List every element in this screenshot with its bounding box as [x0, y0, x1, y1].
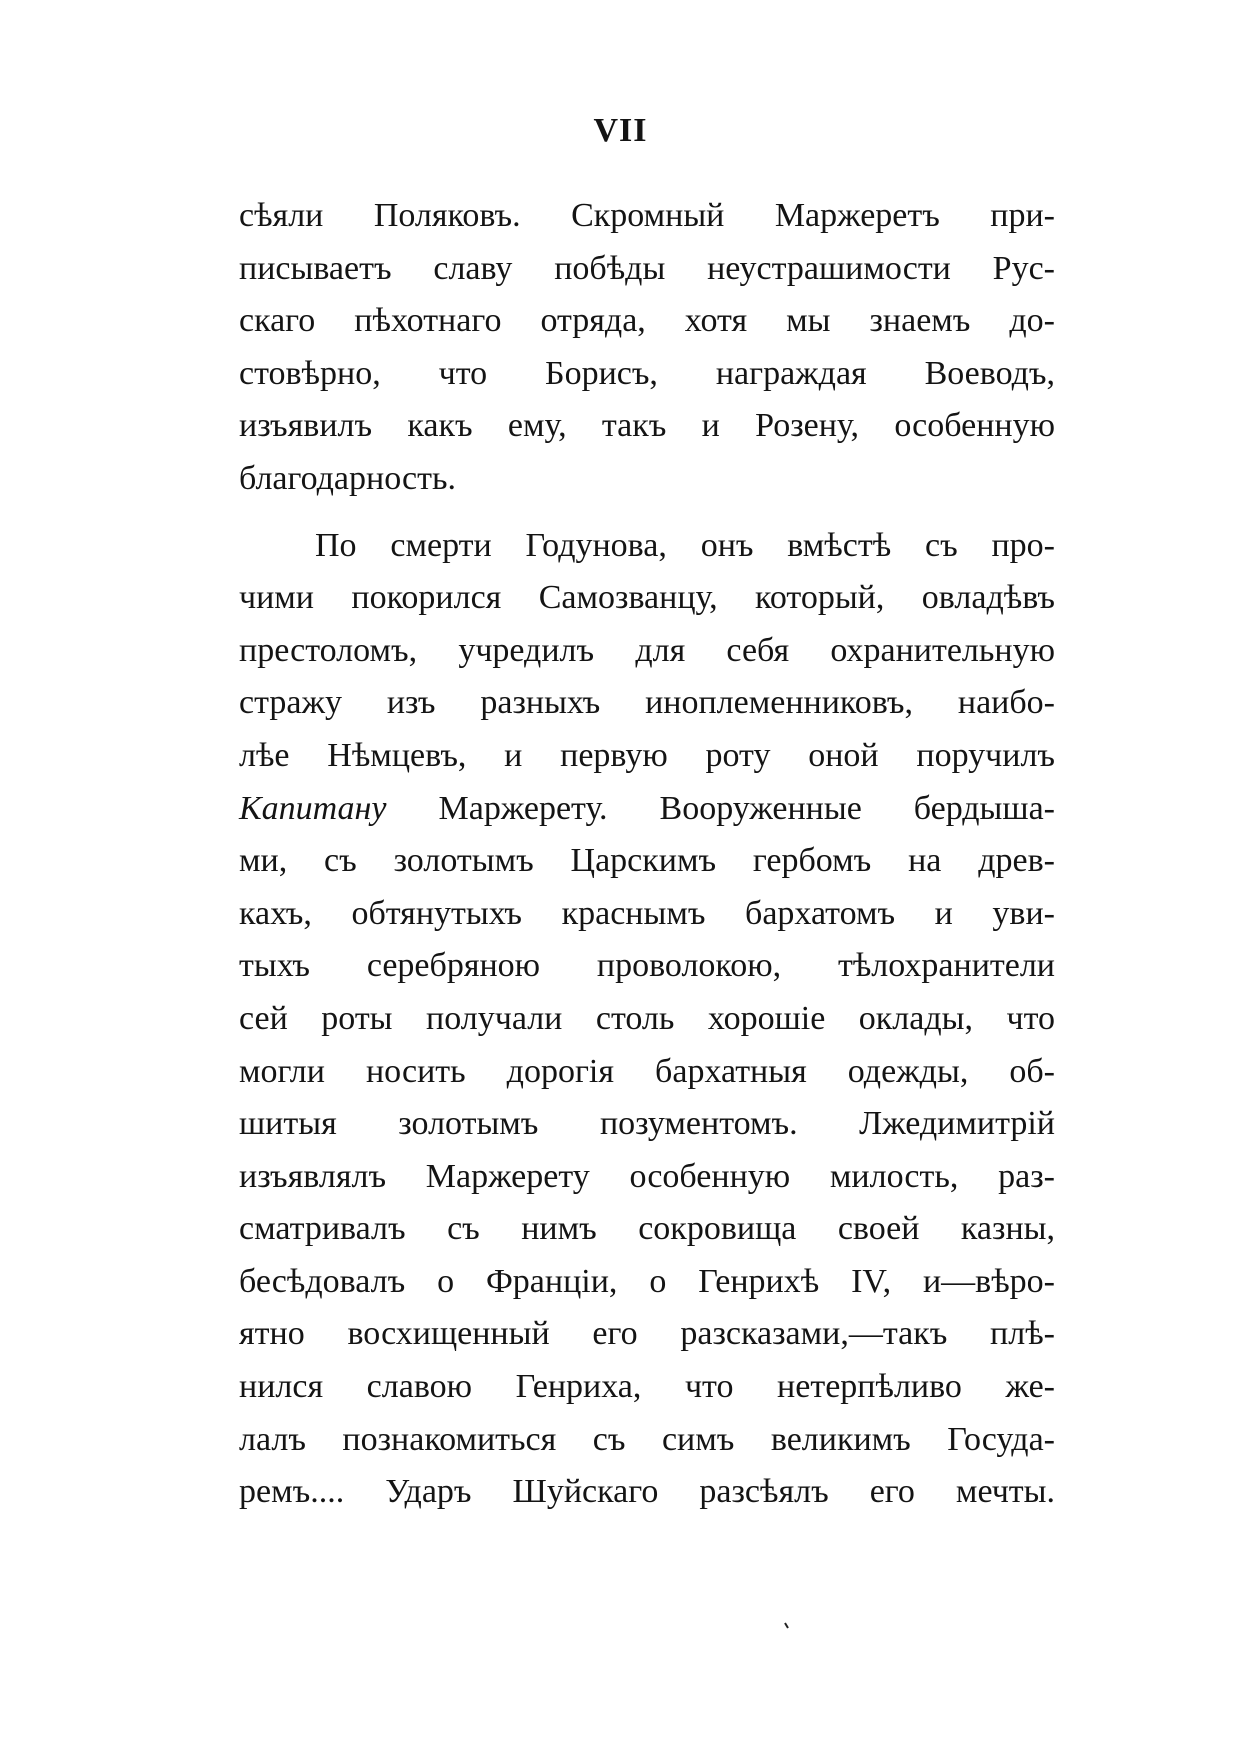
text-line: изъявилъ какъ ему, такъ и Розену, особенную — [239, 407, 1055, 445]
text-line: кахъ, обтянутыхъ краснымъ бархатомъ и уви- — [239, 894, 1055, 932]
text-line: изъявлялъ Маржерету особенную милость, раз- — [239, 1157, 1055, 1195]
text-line: лалъ познакомиться съ симъ великимъ Госуда- — [239, 1420, 1055, 1458]
text-line: писываетъ славу побѣды неустрашимости Рус- — [239, 249, 1055, 287]
page-number: VII — [593, 112, 648, 149]
text-line: сматривалъ съ нимъ сокровища своей казны, — [239, 1210, 1055, 1248]
text-line: могли носить дорогія бархатныя одежды, об- — [239, 1052, 1055, 1090]
text-line: сей роты получали столь хорошіе оклады, что — [239, 999, 1055, 1037]
text-line — [239, 783, 1055, 836]
italic-word: Капитану — [239, 789, 387, 827]
body-text — [239, 190, 1055, 1519]
text-line: шитыя золотымъ позументомъ. Лжедимитрій — [239, 1105, 1055, 1143]
text-line: тыхъ серебряною проволокою, тѣлохранители — [239, 947, 1055, 985]
text-line: стражу изъ разныхъ иноплеменниковъ, наибо- — [239, 684, 1055, 722]
text-line: сѣяли Поляковъ. Скромный Маржеретъ при- — [239, 197, 1055, 234]
paragraph-1 — [239, 190, 1055, 506]
print-speck-mark — [784, 1622, 790, 1630]
text-line: чими покорился Самозванцу, который, овладѣвъ — [239, 579, 1055, 617]
text-line: благодарность. — [239, 459, 457, 497]
text-line: По смерти Годунова, онъ вмѣстѣ съ про- — [315, 526, 1055, 564]
text-line: бесѣдовалъ о Франціи, о Генрихѣ IV, и—вѣро- — [239, 1262, 1055, 1300]
paragraph-2 — [239, 520, 1055, 1519]
text-line: лѣе Нѣмцевъ, и первую роту оной поручилъ — [239, 736, 1055, 774]
paragraph-gap — [239, 506, 1055, 520]
text-line: скаго пѣхотнаго отряда, хотя мы знаемъ до- — [239, 302, 1055, 340]
text-line: стовѣрно, что Борисъ, награждая Воеводъ, — [239, 354, 1055, 392]
text-line: престоломъ, учредилъ для себя охранительную — [239, 631, 1055, 669]
text-line: ми, съ золотымъ Царскимъ гербомъ на древ- — [239, 842, 1055, 880]
text-line: ремъ.... Ударъ Шуйскаго разсѣялъ его мечты. — [239, 1473, 1055, 1511]
text-line: ятно восхищенный его разсказами,—такъ плѣ- — [239, 1315, 1055, 1353]
text-fragment: Маржерету. Вооруженные бердышa- — [386, 789, 1055, 827]
text-line: нился славою Генриха, что нетерпѣливо же- — [239, 1368, 1055, 1406]
